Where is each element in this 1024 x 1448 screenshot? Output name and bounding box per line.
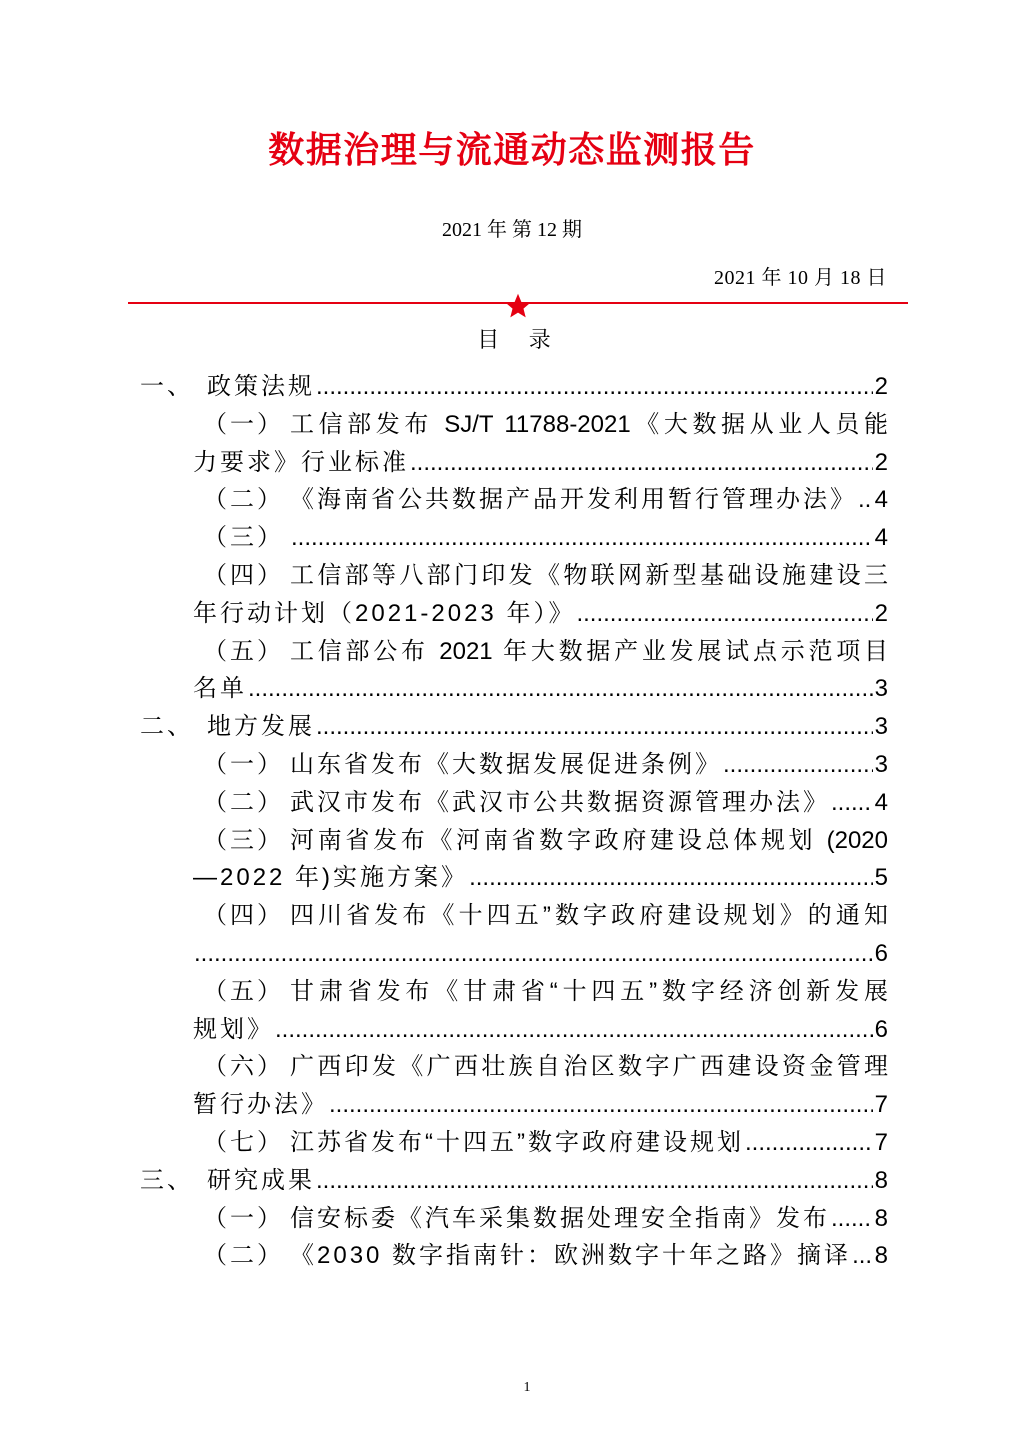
page-ref: 7 — [874, 1091, 888, 1119]
dot-leader — [248, 670, 873, 708]
item-number: （六） — [203, 1053, 284, 1081]
toc-item[interactable] — [140, 973, 888, 1049]
dot-leader — [576, 595, 872, 633]
page-ref: 4 — [874, 788, 888, 816]
item-title: 河南省发布《河南省数字政府建设总体规划 (2020 — [290, 826, 888, 854]
toc-item[interactable] — [140, 1048, 888, 1124]
dot-leader — [831, 784, 873, 822]
item-number: （三） — [203, 826, 284, 854]
page-ref: 3 — [874, 713, 888, 741]
item-number: （七） — [203, 1128, 284, 1156]
item-title: 《海南省公共数据产品开发利用暂行管理办法》 — [290, 486, 857, 514]
item-number: （二） — [203, 1242, 284, 1270]
item-title-cont: —2022 年)实施方案》 — [193, 864, 469, 892]
item-number: （五） — [203, 977, 284, 1005]
item-title-cont: 暂行办法》 — [193, 1091, 328, 1119]
section-title: 政策法规 — [207, 373, 315, 400]
toc-item[interactable] — [140, 1237, 888, 1275]
toc-item[interactable] — [140, 633, 888, 709]
item-number: （三） — [203, 524, 284, 552]
item-title: 武汉市发布《武汉市公共数据资源管理办法》 — [290, 788, 830, 816]
item-number: （四） — [203, 902, 284, 930]
item-title: 《2030 数字指南针：欧洲数字十年之路》摘译 — [290, 1242, 852, 1270]
toc-heading: 目 录 — [477, 327, 551, 352]
page-ref: 4 — [874, 524, 888, 552]
item-title: 四川省发布《十四五”数字政府建设规划》的通知 — [290, 902, 888, 930]
section-number: 一、 — [140, 373, 194, 400]
item-title: 工信部发布 SJ/T 11788-2021《大数据从业人员能 — [290, 410, 888, 438]
issue-number: 2021 年 第 12 期 — [442, 219, 582, 241]
page-number: 1 — [523, 1380, 531, 1395]
page-ref: 4 — [874, 486, 888, 514]
page-ref: 6 — [874, 939, 888, 967]
section-number: 二、 — [140, 713, 194, 741]
toc-item[interactable] — [140, 406, 888, 482]
toc-item[interactable] — [140, 1124, 888, 1162]
item-number: （五） — [203, 637, 284, 665]
toc-item[interactable] — [140, 519, 888, 557]
item-number: （四） — [203, 561, 284, 589]
dot-leader — [831, 1200, 873, 1238]
toc-item[interactable] — [140, 784, 888, 822]
item-title: 甘肃省发布《甘肃省“十四五”数字经济创新发展 — [290, 977, 888, 1005]
dot-leader — [316, 1162, 873, 1200]
toc-item[interactable] — [140, 822, 888, 898]
item-title: 工信部等八部门印发《物联网新型基础设施建设三 — [290, 561, 888, 589]
dot-leader — [410, 444, 873, 482]
report-title: 数据治理与流通动态监测报告 — [268, 130, 756, 170]
star-icon — [504, 292, 532, 320]
toc-section-local[interactable] — [140, 708, 888, 746]
dot-leader — [275, 1011, 873, 1049]
page-ref: 6 — [874, 1015, 888, 1043]
page-ref: 3 — [874, 675, 888, 703]
toc-section-research[interactable] — [140, 1162, 888, 1200]
section-title: 研究成果 — [207, 1166, 315, 1194]
item-title: 工信部公布 2021 年大数据产业发展试点示范项目 — [290, 637, 888, 665]
page-ref: 8 — [874, 1242, 888, 1270]
item-number: （一） — [203, 410, 284, 438]
toc-item[interactable] — [140, 746, 888, 784]
issue-date: 2021 年 10 月 18 日 — [714, 267, 887, 289]
page-ref: 5 — [874, 864, 888, 892]
item-title-cont: 力要求》行业标准 — [193, 448, 409, 476]
dot-leader — [858, 481, 873, 519]
item-title-cont: 年行动计划（2021-2023 年）》 — [193, 599, 576, 627]
item-title-cont: 规划》 — [193, 1015, 274, 1043]
section-number: 三、 — [140, 1166, 194, 1194]
toc-item[interactable] — [140, 557, 888, 633]
dot-leader — [469, 859, 873, 897]
page-ref: 2 — [874, 448, 888, 476]
toc-item[interactable] — [140, 481, 888, 519]
section-title: 地方发展 — [207, 713, 315, 741]
item-title: 信安标委《汽车采集数据处理安全指南》发布 — [290, 1204, 830, 1232]
item-number: （二） — [203, 788, 284, 816]
page-ref: 7 — [874, 1128, 888, 1156]
item-number: （一） — [203, 750, 284, 778]
dot-leader — [194, 935, 873, 973]
item-title: 山东省发布《大数据发展促进条例》 — [290, 750, 722, 778]
item-title: 广西印发《广西壮族自治区数字广西建设资金管理 — [290, 1053, 888, 1081]
item-number: （一） — [203, 1204, 284, 1232]
item-title-cont: 名单 — [193, 675, 247, 703]
dot-leader — [316, 708, 873, 746]
dot-leader — [723, 746, 873, 784]
page-ref: 2 — [874, 599, 888, 627]
dot-leader — [329, 1086, 873, 1124]
page-ref: 8 — [874, 1204, 888, 1232]
dot-leader — [852, 1237, 873, 1275]
dot-leader — [291, 519, 873, 557]
dot-leader — [316, 368, 873, 406]
table-of-contents — [140, 368, 888, 1275]
toc-item[interactable] — [140, 897, 888, 973]
toc-item[interactable] — [140, 1200, 888, 1238]
dot-leader — [745, 1124, 873, 1162]
page-ref: 8 — [874, 1166, 888, 1194]
page-ref: 2 — [874, 373, 888, 400]
toc-section-policy[interactable] — [140, 368, 888, 406]
item-title: 江苏省发布“十四五”数字政府建设规划 — [290, 1128, 744, 1156]
page-ref: 3 — [874, 750, 888, 778]
item-number: （二） — [203, 486, 284, 514]
